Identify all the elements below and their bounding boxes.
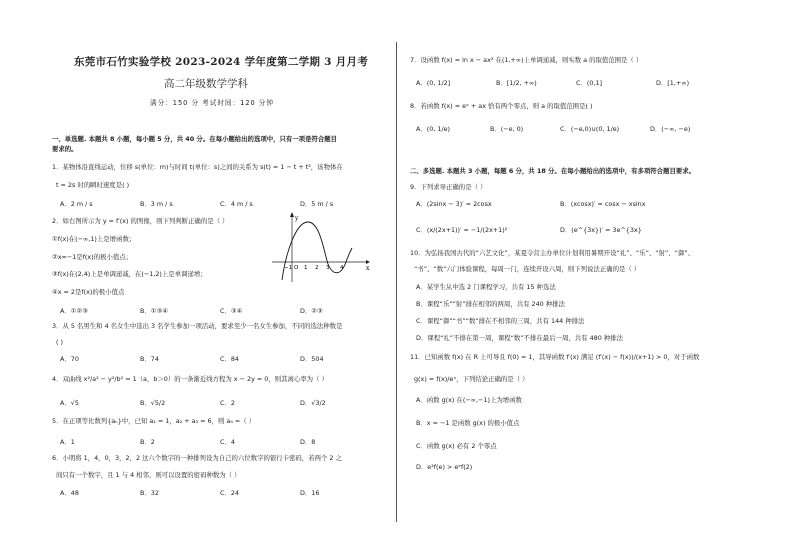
question-5: 5．在正项等比数列{aₙ}中，已知 a₁ = 1，a₂ + a₃ = 6，则 a₄ =（ ） xyxy=(52,417,256,425)
q5-option-b: B．2 xyxy=(140,438,155,446)
graph-tick-2: 2 xyxy=(315,265,319,271)
q9-option-d: D．(e^{3x})′ = 3e^{3x} xyxy=(560,226,642,234)
question-10-cont: “书”、“数”六门体验课程，每周一门，连续开设六周，则下列说法正确的是（ ） xyxy=(414,265,641,273)
graph-x-arrow xyxy=(366,260,370,264)
question-9: 9．下列求导正确的是（ ） xyxy=(410,183,487,191)
question-2: 2．如右图所示为 y = f′(x) 的图像，则下列判断正确的是（ ） xyxy=(52,217,229,225)
q10-option-a: A．某学生从中选 2 门课程学习，共有 15 种选法 xyxy=(416,283,556,291)
question-3: 3．从 5 名男生和 4 名女生中选出 3 名学生参加一项活动，要求至少一名女生参加，不同的选法种数是 xyxy=(52,322,343,330)
q4-option-b: B．√5/2 xyxy=(140,399,166,407)
q11-option-b: B．x = −1 是函数 g(x) 的极小值点 xyxy=(416,419,520,427)
q11-option-d: D．e²f(e) > eᵉf(2) xyxy=(416,463,473,471)
q5-option-c: C．4 xyxy=(220,438,235,446)
graph-x-label: x xyxy=(366,265,370,272)
question-10: 10．为弘扬我国古代的“六艺文化”，某夏令营主办单位计划利用暑期开设“礼”、“乐”、“射”、“御”、 xyxy=(410,249,695,257)
question-11-cont: g(x) = f(x)/eˣ，下列结论正确的是（ ） xyxy=(414,375,529,383)
graph-origin-label: O xyxy=(294,265,299,271)
q8-option-a: A．(0, 1/e) xyxy=(416,125,451,133)
q9-option-b: B．(xcosx)′ = cosx − xsinx xyxy=(560,200,646,208)
q2-statement-3: ③f(x)在(2,4)上是单调递减，在(−1,2)上是单调递增； xyxy=(52,270,207,278)
question-3-cont: ( ) xyxy=(56,338,64,346)
question-4: 4．双曲线 x²/a² − y²/b² = 1（a，b＞0）的一条渐近线方程为 x − 2y = 0，则其离心率为（ ） xyxy=(52,375,328,383)
q1-option-c: C．4 m / s xyxy=(220,200,253,208)
q11-option-a: A．函数 g(x) 在(−∞,−1)上为增函数 xyxy=(416,396,522,404)
q7-option-b: B．[1/2, +∞) xyxy=(496,79,537,87)
q10-option-c: C．课程“御”“书”“数”排在不相邻的三周，共有 144 种排法 xyxy=(416,317,585,325)
q3-option-c: C．84 xyxy=(220,355,239,363)
q4-option-a: A．√5 xyxy=(60,399,79,407)
q2-option-b: B．①③④ xyxy=(140,307,168,315)
q3-option-d: D．504 xyxy=(300,355,324,363)
exam-info: 满分：150 分 考试时间：120 分钟 xyxy=(150,99,274,107)
q2-statement-2: ②x=−1是f(x)的极小值点； xyxy=(52,253,133,261)
q8-option-b: B．(−e, 0) xyxy=(490,125,524,133)
q2-statement-4: ④x = 2是f(x)的极小值点 xyxy=(52,288,125,296)
q7-option-a: A．(0, 1/2] xyxy=(416,79,451,87)
question-1: 1．某物体沿直线运动，位移 s(单位：m)与时间 t(单位：s)之间的关系为 s(t) = 1 − t + t²，该物体在 xyxy=(52,163,343,171)
section-1-heading-cont: 要求的。 xyxy=(52,145,78,153)
q7-option-c: C．(0,1] xyxy=(576,79,603,87)
graph-tick-1: 1 xyxy=(304,265,308,271)
graph-y-arrow xyxy=(290,212,294,217)
q9-option-a: A．(2sinx − 3)′ = 2cosx xyxy=(416,200,492,208)
q4-option-c: C．2 xyxy=(220,399,235,407)
graph-tick-3: 3 xyxy=(326,265,330,271)
q7-option-d: D．[1,+∞) xyxy=(656,79,690,87)
question-11: 11．已知函数 f(x) 在 R 上可导且 f(0) = 1，其导函数 f′(x) 满足 (f′(x) − f(x))/(x+1) > 0，对于函数 xyxy=(410,353,700,361)
derivative-graph xyxy=(270,212,370,284)
q1-option-a: A．2 m / s xyxy=(60,200,93,208)
q6-option-b: B．32 xyxy=(140,489,159,497)
q2-option-d: D．②③ xyxy=(300,307,323,315)
question-6: 6．小明将 1，4，0，3，2，2 这六个数字的一种排列设为自己的六位数字的银行卡密码，若两个 2 之 xyxy=(52,454,342,462)
exam-title: 东莞市石竹实验学校 2023-2024 学年度第二学期 3 月月考 xyxy=(74,56,369,68)
question-7: 7．设函数 f(x) = ln x − ax² 在(1,+∞)上单调递减，则实数 a 的取值范围是（ ） xyxy=(410,56,643,64)
graph-y-label: y xyxy=(295,215,299,222)
q3-option-b: B．74 xyxy=(140,355,159,363)
q9-option-c: C．(x/(2x+1))′ = −1/(2x+1)² xyxy=(416,226,508,234)
q11-option-c: C．函数 g(x) 必有 2 个零点 xyxy=(416,442,497,450)
graph-tick-neg1: −1 xyxy=(284,265,293,271)
q8-option-d: D．(−∞, −e) xyxy=(650,125,691,133)
section-1-heading: 一、单选题. 本题共 8 小题，每小题 5 分，共 40 分。在每小题给出的选项中，只有一项是符合题目 xyxy=(52,135,338,143)
q6-option-c: C．24 xyxy=(220,489,239,497)
q2-statement-1: ①f(x)在(−∞,1)上是增函数； xyxy=(52,235,136,243)
q5-option-a: A．1 xyxy=(60,438,75,446)
q2-option-c: C．③④ xyxy=(220,307,243,315)
q2-option-a: A．①②③ xyxy=(60,307,88,315)
derivative-curve xyxy=(282,222,352,280)
q10-option-b: B．课程“乐”“射”排在相邻的两周，共有 240 种排法 xyxy=(416,300,565,308)
graph-tick-4: 4 xyxy=(340,265,344,271)
section-2-heading: 二、多选题. 本题共 3 小题，每题 6 分，共 18 分。在每小题给出的选项中，有多项符合题目要求。 xyxy=(410,167,696,175)
q6-option-a: A．48 xyxy=(60,489,79,497)
question-1-cont: t = 2s 时的瞬时速度是( ) xyxy=(56,181,130,189)
q6-option-d: D．16 xyxy=(300,489,320,497)
q4-option-d: D．√3/2 xyxy=(300,399,326,407)
q1-option-b: B．3 m / s xyxy=(140,200,173,208)
q3-option-a: A．70 xyxy=(60,355,79,363)
exam-subtitle: 高二年级数学学科 xyxy=(164,78,248,90)
column-divider xyxy=(396,42,397,522)
q1-option-d: D．5 m / s xyxy=(300,200,334,208)
q5-option-d: D．8 xyxy=(300,438,316,446)
q8-option-c: C．(−e,0)∪(0, 1/e) xyxy=(560,125,620,133)
question-6-cont: 间只有一个数字，且 1 与 4 相邻，则可以设置的密码种数为（ ） xyxy=(56,471,241,479)
question-8: 8．若函数 f(x) = eˣ + ax 恰有两个零点，则 a 的取值范围是( ) xyxy=(410,102,593,110)
q10-option-d: D．课程“礼”不排在第一周，课程“数”不排在最后一周，共有 480 种排法 xyxy=(416,334,623,342)
